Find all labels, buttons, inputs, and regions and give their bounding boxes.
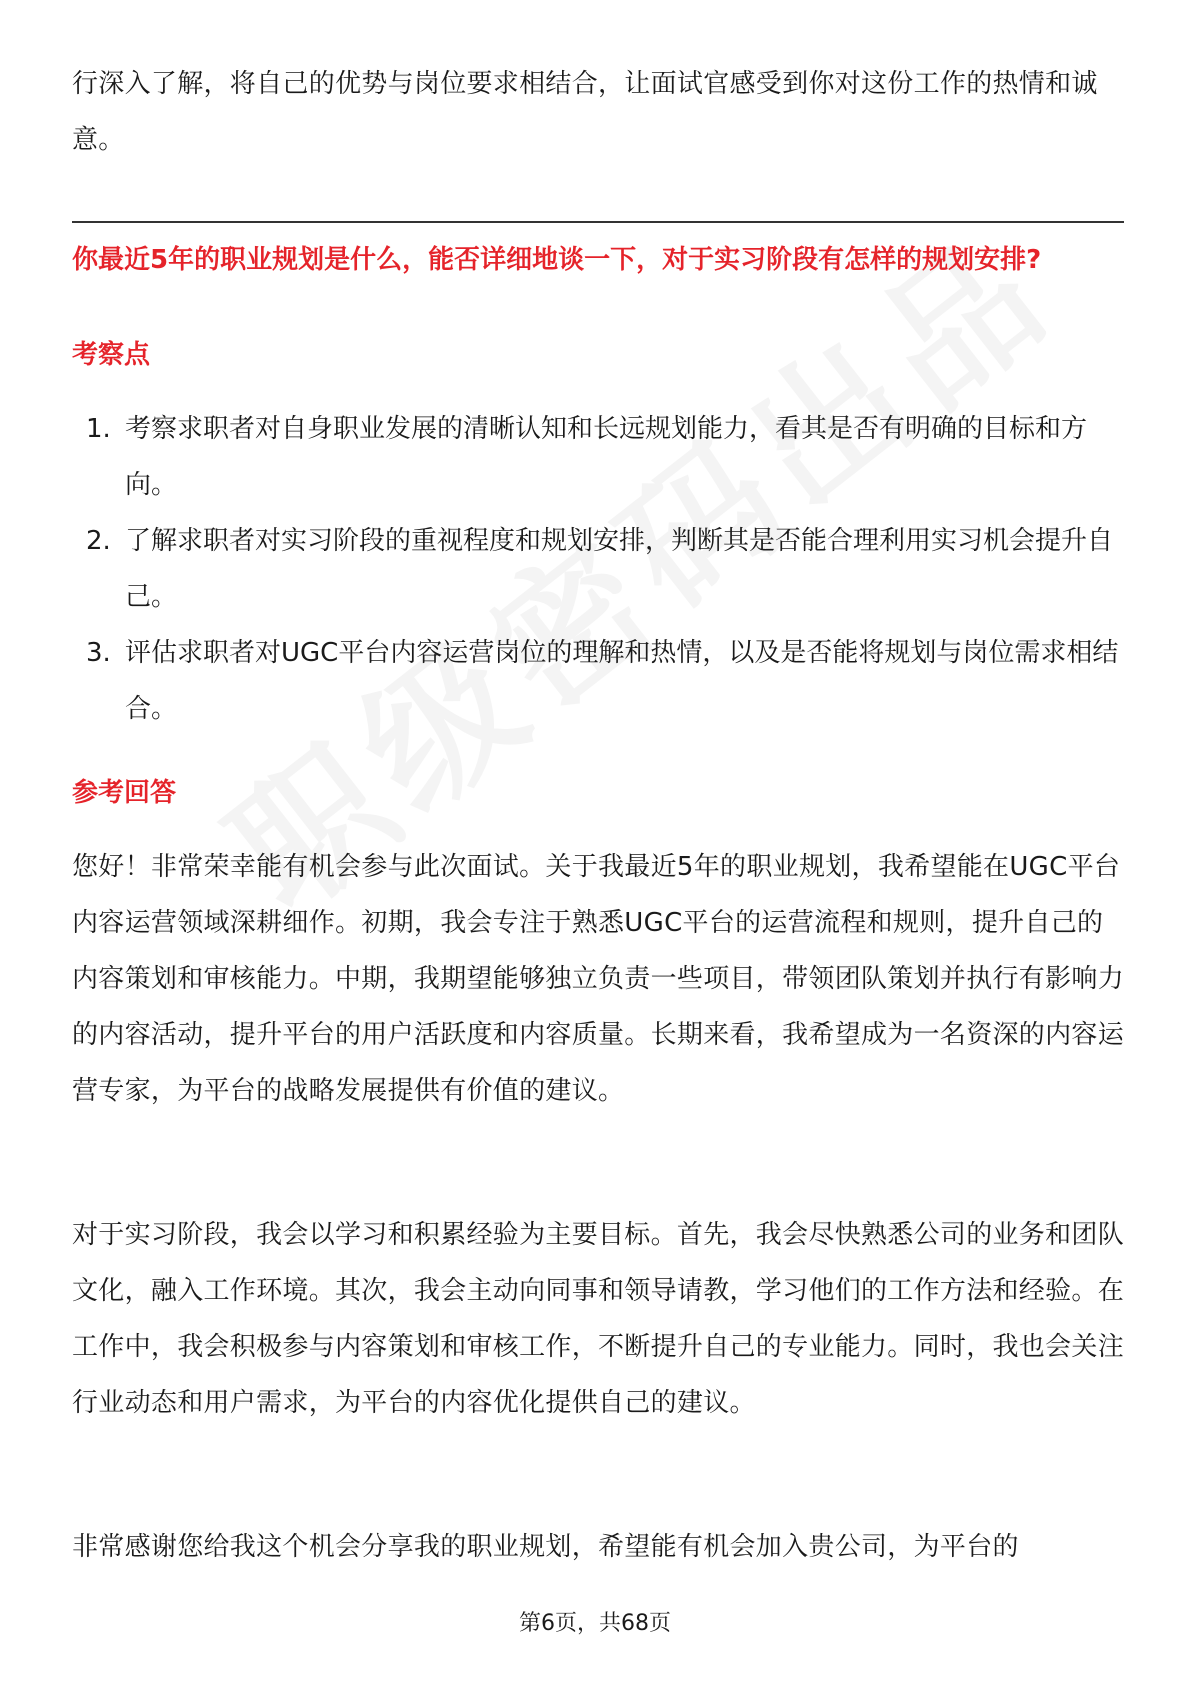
page-number: 第6页，共68页	[519, 1611, 671, 1636]
points-list	[72, 401, 1124, 737]
intro-continuation-paragraph: 行深入了解，将自己的优势与岗位要求相结合，让面试官感受到你对这份工作的热情和诚意。	[72, 69, 1098, 155]
section-divider	[72, 221, 1124, 223]
list-item-text: 了解求职者对实习阶段的重视程度和规划安排，判断其是否能合理利用实习机会提升自己。	[125, 526, 1114, 612]
list-item-number: 3.	[86, 638, 111, 668]
list-item	[72, 401, 1124, 513]
list-item-text: 考察求职者对自身职业发展的清晰认知和长远规划能力，看其是否有明确的目标和方向。	[125, 414, 1088, 500]
list-item	[72, 625, 1124, 737]
answer-paragraph: 对于实习阶段，我会以学习和积累经验为主要目标。首先，我会尽快熟悉公司的业务和团队文化，融入工作环境。其次，我会主动向同事和领导请教，学习他们的工作方法和经验。在工作中，我会积极参与内容策划和审核工作，不断提升自己的专业能力。同时，我也会关注行业动态和用户需求，为平台的内容优化提供自己的建议。	[72, 1220, 1125, 1418]
question-title: 你最近5年的职业规划是什么，能否详细地谈一下，对于实习阶段有怎样的规划安排?	[72, 245, 1042, 275]
list-item-number: 2.	[86, 526, 111, 556]
answer-paragraph: 非常感谢您给我这个机会分享我的职业规划，希望能有机会加入贵公司，为平台的	[72, 1532, 1019, 1562]
list-item	[72, 513, 1124, 625]
answer-paragraph: 您好！非常荣幸能有机会参与此次面试。关于我最近5年的职业规划，我希望能在UGC平台内容运营领域深耕细作。初期，我会专注于熟悉UGC平台的运营流程和规则，提升自己的内容策划和审核能力。中期，我期望能够独立负责一些项目，带领团队策划并执行有影响力的内容活动，提升平台的用户活跃度和内容质量。长期来看，我希望成为一名资深的内容运营专家，为平台的战略发展提供有价值的建议。	[72, 852, 1125, 1106]
points-heading: 考察点	[72, 340, 151, 370]
answer-heading: 参考回答	[72, 778, 177, 808]
list-item-text: 评估求职者对UGC平台内容运营岗位的理解和热情，以及是否能将规划与岗位需求相结合。	[125, 638, 1119, 724]
list-item-number: 1.	[86, 414, 111, 444]
